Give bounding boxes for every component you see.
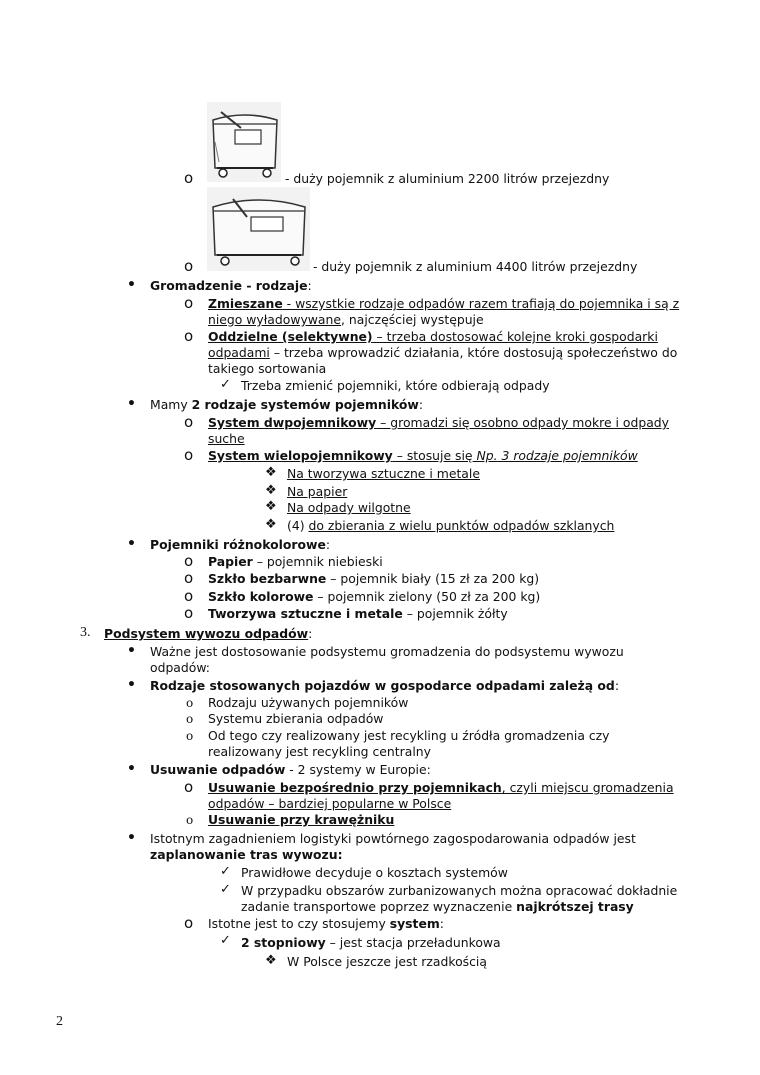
kolory-row-szklo-kolorowe: Szkło kolorowe – pojemnik zielony (50 zł za 200 kg): [208, 589, 541, 604]
bullet-circle-icon: o: [184, 446, 194, 464]
s3-b4-check-3: 2 stopniowy – jest stacja przeładunkowa: [241, 935, 501, 950]
s3-b4-line-1: Istotnym zagadnieniem logistyki powtórnego zagospodarowania odpadów jest: [150, 831, 636, 846]
diamond-bullet-icon: ❖: [265, 483, 277, 498]
checkmark-icon: ✓: [220, 882, 231, 897]
s3-b2-heading: Rodzaje stosowanych pojazdów w gospodarce odpadami zależą od:: [150, 678, 619, 693]
bullet-dot-icon: •: [127, 536, 136, 552]
wielopojemnikowy-line: System wielopojemnikowy – stosuje się Np. 3 rodzaje pojemników: [208, 448, 638, 463]
oddzielne-line-3: takiego sortowania: [208, 361, 327, 376]
oddzielne-line-2: odpadami – trzeba wprowadzić działania, które dostosują społeczeństwo do: [208, 345, 678, 360]
s3-b4-check-2-line-1: W przypadku obszarów zurbanizowanych można opracować dokładnie: [241, 883, 678, 898]
bullet-circle-icon: o: [184, 169, 194, 187]
bullet-circle-icon: o: [184, 413, 194, 431]
bullet-circle-icon: o: [184, 778, 194, 796]
systemy-heading: Mamy 2 rodzaje systemów pojemników:: [150, 397, 423, 412]
bullet-circle-icon: o: [184, 587, 194, 605]
s3-b1-line-1: Ważne jest dostosowanie podsystemu gromadzenia do podsystemu wywozu: [150, 644, 624, 659]
s3-b1-line-2: odpadów:: [150, 660, 210, 675]
section-3-number: 3.: [80, 625, 91, 640]
s3-b4-diamond-1: W Polsce jeszcze jest rzadkością: [287, 954, 487, 969]
bullet-circle-icon: o: [184, 327, 194, 345]
kolory-row-szklo-bezbarwne: Szkło bezbarwne – pojemnik biały (15 zł za 200 kg): [208, 571, 540, 586]
page-number: 2: [56, 1014, 63, 1029]
bullet-circle-icon: o: [184, 569, 194, 587]
s3-b4-check-1: Prawidłowe decyduje o kosztach systemów: [241, 865, 508, 880]
kolory-row-tworzywa: Tworzywa sztuczne i metale – pojemnik żółty: [208, 606, 508, 621]
section-3-heading: Podsystem wywozu odpadów:: [104, 626, 313, 641]
bullet-circle-icon: o: [186, 712, 194, 726]
checkmark-icon: ✓: [220, 377, 231, 392]
bin-4400-text: - duży pojemnik z aluminium 4400 litrów przejezdny: [313, 259, 638, 274]
s3-b3-item-2: Usuwanie przy krawężniku: [208, 812, 395, 827]
s3-b2-item-3-line-2: realizowany jest recykling centralny: [208, 744, 431, 759]
bin-2200-text: - duży pojemnik z aluminium 2200 litrów przejezdny: [285, 171, 610, 186]
diamond-bullet-icon: ❖: [265, 953, 277, 968]
wielo-item-4: (4) do zbierania z wielu punktów odpadów szklanych: [287, 518, 615, 533]
bullet-circle-icon: o: [186, 813, 194, 827]
s3-b4-check-2-line-2: zadanie transportowe poprzez wyznaczenie najkrótszej trasy: [241, 899, 634, 914]
bullet-dot-icon: •: [127, 761, 136, 777]
check-line: Trzeba zmienić pojemniki, które odbierają odpady: [241, 378, 550, 393]
zmieszane-line-1: Zmieszane - wszystkie rodzaje odpadów razem trafiają do pojemnika i są z: [208, 296, 680, 311]
container-image-4400: [207, 187, 310, 271]
diamond-bullet-icon: ❖: [265, 517, 277, 532]
wielo-item-1: Na tworzywa sztuczne i metale: [287, 466, 480, 481]
bullet-circle-icon: o: [184, 604, 194, 622]
diamond-bullet-icon: ❖: [265, 499, 277, 514]
bullet-circle-icon: o: [186, 729, 194, 743]
gromadzenie-heading: Gromadzenie - rodzaje:: [150, 278, 312, 293]
dwupojemnikowy-line-1: System dwpojemnikowy – gromadzi się osobno odpady mokre i odpady: [208, 415, 670, 430]
zmieszane-line-2: niego wyładowywane, najczęściej występuje: [208, 312, 484, 327]
s3-b3-item-1-line-1: Usuwanie bezpośrednio przy pojemnikach, czyli miejscu gromadzenia: [208, 780, 674, 795]
s3-b3-heading: Usuwanie odpadów - 2 systemy w Europie:: [150, 762, 431, 777]
bullet-dot-icon: •: [127, 396, 136, 412]
s3-b2-item-3-line-1: Od tego czy realizowany jest recykling u źródła gromadzenia czy: [208, 728, 610, 743]
kolory-row-papier: Papier – pojemnik niebieski: [208, 554, 383, 569]
oddzielne-line-1: Oddzielne (selektywne) – trzeba dostosować kolejne kroki gospodarki: [208, 329, 658, 344]
s3-b2-item-2: Systemu zbierania odpadów: [208, 711, 384, 726]
bullet-dot-icon: •: [127, 643, 136, 659]
bullet-dot-icon: •: [127, 677, 136, 693]
s3-b4-line-2: zaplanowanie tras wywozu:: [150, 847, 343, 862]
dwupojemnikowy-line-2: suche: [208, 431, 245, 446]
container-image-2200: [207, 102, 281, 182]
bullet-dot-icon: •: [127, 830, 136, 846]
bullet-dot-icon: •: [127, 277, 136, 293]
checkmark-icon: ✓: [220, 864, 231, 879]
bullet-circle-icon: o: [184, 294, 194, 312]
bullet-circle-icon: o: [184, 914, 194, 932]
diamond-bullet-icon: ❖: [265, 465, 277, 480]
wielo-item-2: Na papier: [287, 484, 348, 499]
bullet-circle-icon: o: [184, 257, 194, 275]
bullet-circle-icon: o: [186, 696, 194, 710]
wielo-item-3: Na odpady wilgotne: [287, 500, 411, 515]
bullet-circle-icon: o: [184, 552, 194, 570]
checkmark-icon: ✓: [220, 933, 231, 948]
s3-b2-item-1: Rodzaju używanych pojemników: [208, 695, 409, 710]
s3-b4-system-line: Istotne jest to czy stosujemy system:: [208, 916, 444, 931]
kolory-heading: Pojemniki różnokolorowe:: [150, 537, 331, 552]
s3-b3-item-1-line-2: odpadów – bardziej popularne w Polsce: [208, 796, 452, 811]
